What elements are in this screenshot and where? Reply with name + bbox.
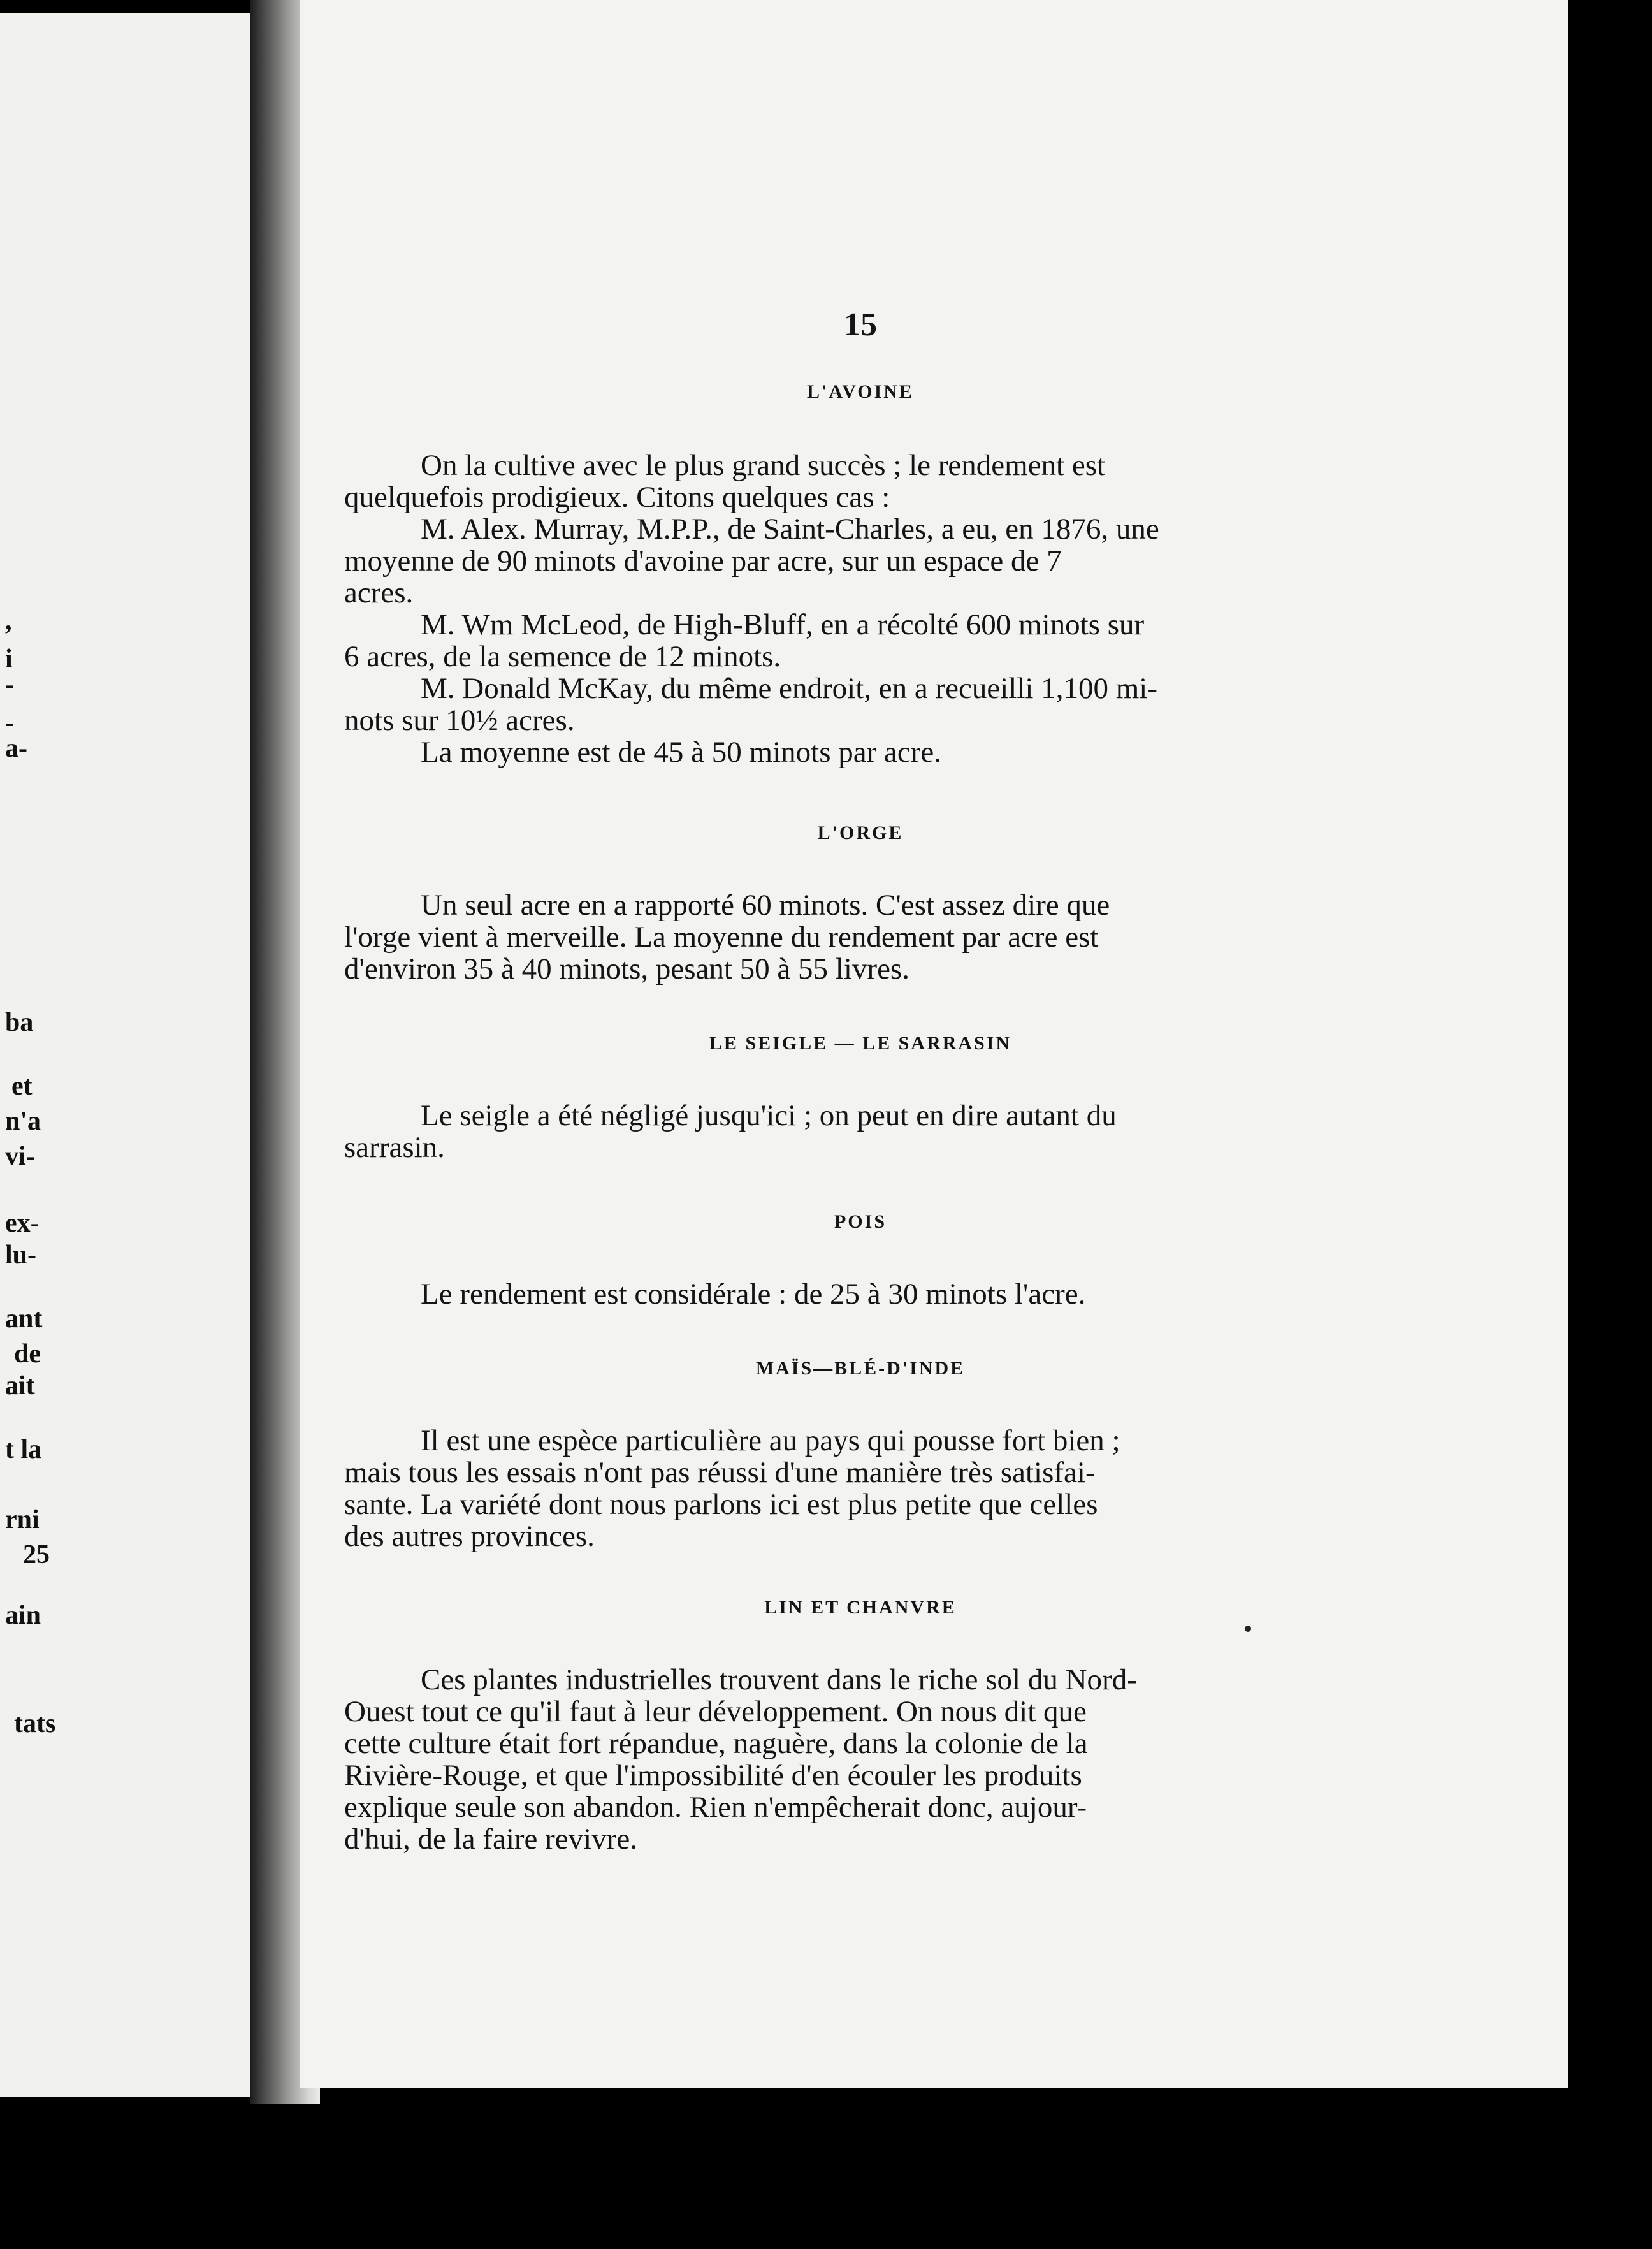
section-heading-avoine: L'AVOINE bbox=[807, 381, 914, 402]
paragraph bbox=[344, 1457, 1377, 1552]
paragraph bbox=[344, 513, 1377, 545]
text-line: La moyenne est de 45 à 50 minots par acre. bbox=[421, 736, 941, 769]
text-line: cette culture était fort répandue, naguère, dans la colonie de la bbox=[344, 1727, 1088, 1760]
fragment-text: n'a bbox=[5, 1107, 41, 1136]
fragment-text: ex- bbox=[5, 1209, 40, 1238]
text-line: sarrasin. bbox=[344, 1131, 445, 1164]
page-number: 15 bbox=[844, 307, 877, 343]
text-line: 6 acres, de la semence de 12 minots. bbox=[344, 640, 781, 673]
edge-mark: - bbox=[5, 670, 14, 699]
text-line: Ces plantes industrielles trouvent dans le riche sol du Nord- bbox=[421, 1663, 1137, 1696]
text-line: Il est une espèce particulière au pays qui pousse fort bien ; bbox=[421, 1424, 1120, 1457]
fragment-text: de bbox=[14, 1339, 41, 1369]
fragment-text: t la bbox=[5, 1435, 42, 1464]
facing-page-text-fragments bbox=[0, 13, 76, 2097]
paragraph bbox=[344, 921, 1377, 985]
paragraph bbox=[344, 609, 1377, 641]
fragment-text: lu- bbox=[5, 1241, 37, 1270]
fragment-text: ant bbox=[5, 1304, 43, 1334]
text-line: On la cultive avec le plus grand succès ; le rendement est bbox=[421, 449, 1106, 482]
text-line: M. Alex. Murray, M.P.P., de Saint-Charles, a eu, en 1876, une bbox=[421, 513, 1159, 546]
text-line: Ouest tout ce qu'il faut à leur développement. On nous dit que bbox=[344, 1695, 1087, 1728]
text-line: explique seule son abandon. Rien n'empêcherait donc, aujour- bbox=[344, 1791, 1087, 1824]
section-heading-pois: POIS bbox=[834, 1211, 887, 1232]
ink-speck bbox=[1245, 1626, 1251, 1632]
paragraph bbox=[344, 545, 1377, 609]
edge-mark: , bbox=[5, 606, 12, 636]
paragraph bbox=[344, 889, 1377, 921]
section-heading-mais: MAÏS—BLÉ-D'INDE bbox=[755, 1358, 966, 1379]
text-line: des autres provinces. bbox=[344, 1520, 595, 1553]
text-line: moyenne de 90 minots d'avoine par acre, sur un espace de 7 bbox=[344, 544, 1062, 578]
fragment-text: ba bbox=[5, 1008, 34, 1037]
text-line: Le rendement est considérale : de 25 à 30 minots l'acre. bbox=[421, 1277, 1086, 1311]
text-line: l'orge vient à merveille. La moyenne du rendement par acre est bbox=[344, 921, 1099, 954]
paragraph bbox=[344, 641, 1377, 673]
fragment-text: tats bbox=[14, 1709, 56, 1738]
facing-page-fragment bbox=[0, 13, 250, 2097]
section-heading-orge: L'ORGE bbox=[817, 822, 904, 843]
paragraph bbox=[344, 736, 1377, 768]
fragment-text: et bbox=[11, 1072, 33, 1101]
paragraph bbox=[344, 1664, 1377, 1696]
paragraph bbox=[344, 481, 1377, 513]
text-line: Un seul acre en a rapporté 60 minots. C'est assez dire que bbox=[421, 889, 1110, 922]
paragraph bbox=[344, 1278, 1377, 1310]
section-heading-lin-chanvre: LIN ET CHANVRE bbox=[764, 1597, 957, 1618]
paragraph bbox=[344, 449, 1377, 481]
text-line: M. Donald McKay, du même endroit, en a recueilli 1,100 mi- bbox=[421, 672, 1157, 705]
edge-mark: - bbox=[5, 708, 14, 738]
book-page bbox=[300, 0, 1568, 2088]
text-line: nots sur 10½ acres. bbox=[344, 704, 575, 737]
text-line: quelquefois prodigieux. Citons quelques cas : bbox=[344, 481, 890, 514]
text-line: d'environ 35 à 40 minots, pesant 50 à 55 livres. bbox=[344, 952, 909, 986]
text-line: mais tous les essais n'ont pas réussi d'une manière très satisfai- bbox=[344, 1456, 1096, 1489]
fragment-text: rni bbox=[5, 1505, 40, 1534]
edge-mark: i bbox=[5, 644, 13, 674]
paragraph bbox=[344, 1100, 1377, 1132]
section-heading-seigle-sarrasin: LE SEIGLE — LE SARRASIN bbox=[709, 1033, 1012, 1054]
text-line: sante. La variété dont nous parlons ici est plus petite que celles bbox=[344, 1488, 1098, 1521]
text-line: Le seigle a été négligé jusqu'ici ; on peut en dire autant du bbox=[421, 1099, 1117, 1132]
fragment-text: ait bbox=[5, 1371, 35, 1401]
fragment-text: vi- bbox=[5, 1142, 35, 1171]
text-line: M. Wm McLeod, de High-Bluff, en a récolté 600 minots sur bbox=[421, 608, 1145, 641]
paragraph bbox=[344, 1696, 1377, 1855]
text-line: acres. bbox=[344, 576, 414, 609]
fragment-text: ain bbox=[5, 1601, 41, 1630]
fragment-text: 25 bbox=[23, 1540, 50, 1569]
text-line: d'hui, de la faire revivre. bbox=[344, 1823, 637, 1856]
paragraph bbox=[344, 704, 1377, 736]
paragraph bbox=[344, 673, 1377, 704]
text-line: Rivière-Rouge, et que l'impossibilité d'en écouler les produits bbox=[344, 1759, 1082, 1792]
paragraph bbox=[344, 1132, 1377, 1163]
paragraph bbox=[344, 1425, 1377, 1457]
edge-mark: a- bbox=[5, 734, 27, 763]
